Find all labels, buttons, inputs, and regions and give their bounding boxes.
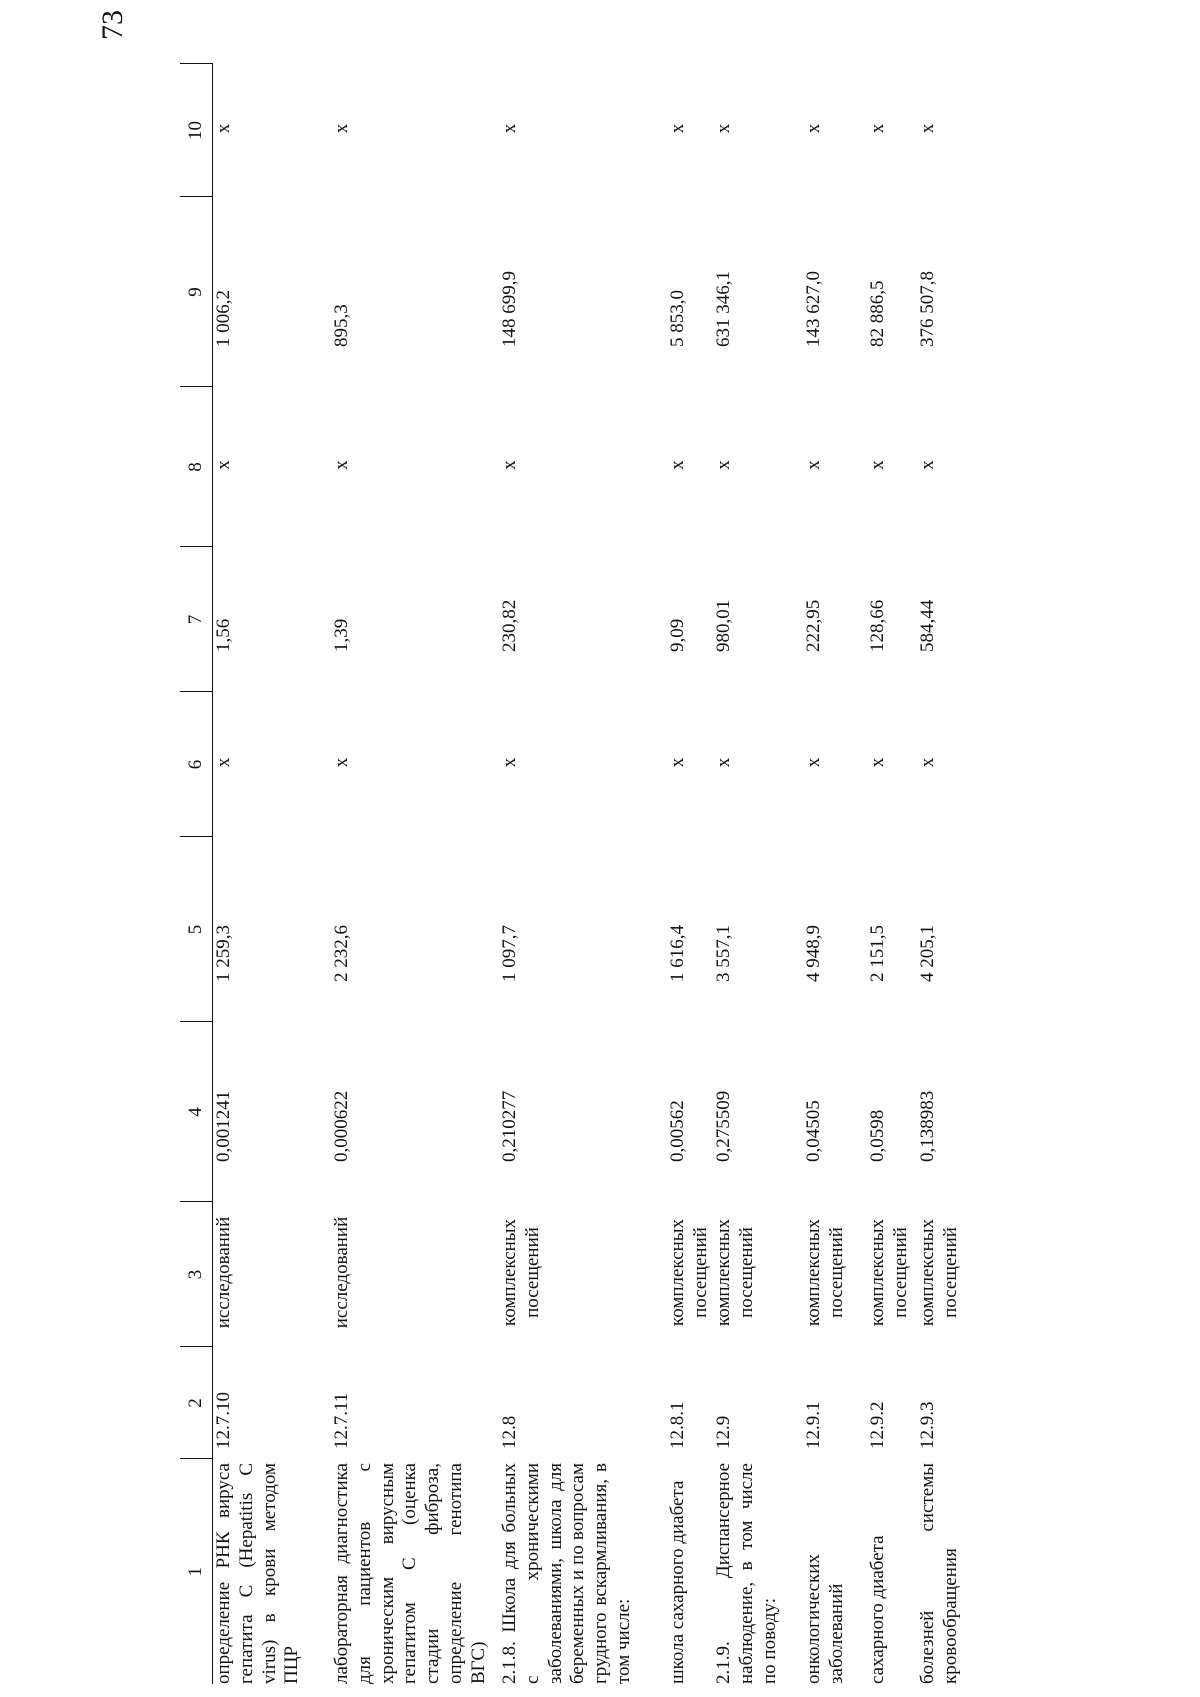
indicator-name: 2.1.9. Диспансерное наблюдение, в том числе по поводу:	[713, 1463, 780, 1684]
column-header: 7	[180, 547, 213, 692]
value-cell: х	[667, 757, 688, 768]
unit-cell: комплексных посещений	[713, 1218, 757, 1327]
value-cell: х	[667, 460, 688, 470]
value-cell: х	[499, 123, 520, 134]
value-cell: 376 507,8	[917, 271, 938, 347]
table-header	[180, 64, 213, 1684]
value-cell: 0,210277	[499, 1090, 520, 1162]
page-number: 73	[96, 10, 129, 40]
value-cell: 980,01	[713, 599, 734, 652]
value-cell: х	[331, 757, 352, 768]
value-cell: 4 948,9	[803, 925, 824, 982]
value-cell: 9,09	[667, 618, 688, 652]
value-cell: х	[713, 460, 734, 470]
value-cell: х	[331, 460, 352, 470]
unit-cell: комплексных посещений	[917, 1218, 961, 1327]
table-row	[867, 64, 917, 1684]
value-cell: 222,95	[803, 599, 824, 652]
value-cell: 895,3	[331, 304, 352, 347]
row-code: 12.9.1	[803, 1401, 824, 1449]
row-code: 12.9	[713, 1415, 734, 1449]
indicator-name: сахарного диабета	[867, 1535, 888, 1684]
row-code: 12.8.1	[667, 1401, 688, 1449]
value-cell: 0,0598	[867, 1109, 888, 1162]
unit-cell: исследований	[331, 1216, 352, 1329]
value-cell: 128,66	[867, 599, 888, 652]
table-row	[667, 64, 713, 1684]
value-cell: 1 616,4	[667, 925, 688, 982]
column-header: 3	[180, 1202, 213, 1347]
value-cell: 230,82	[499, 599, 520, 652]
value-cell: 631 346,1	[713, 271, 734, 347]
table-body	[213, 64, 978, 1684]
table-row	[803, 64, 867, 1684]
indicator-name: лабораторная диагностика для пациентов с хроническим вирусным гепатитом С (оценка стадии фиброза, определение генотипа ВГС)	[331, 1463, 489, 1684]
value-cell: 1 006,2	[213, 290, 234, 347]
indicator-name: онкологических заболеваний	[803, 1554, 847, 1684]
row-code: 12.7.10	[213, 1392, 234, 1449]
value-cell: 2 232,6	[331, 925, 352, 982]
value-cell: х	[803, 460, 824, 470]
indicator-name: определение РНК вируса гепатита С (Hepatitis C virus) в крови методом ПЦР	[213, 1463, 303, 1684]
value-cell: 143 627,0	[803, 271, 824, 347]
value-cell: х	[499, 460, 520, 470]
value-cell: 1,56	[213, 618, 234, 652]
value-cell: х	[917, 757, 938, 768]
indicator-name: школа сахарного диабета	[667, 1480, 688, 1684]
value-cell: х	[713, 123, 734, 134]
value-cell: х	[713, 757, 734, 768]
value-cell: х	[867, 460, 888, 470]
value-cell: х	[213, 460, 234, 470]
unit-cell: комплексных посещений	[803, 1218, 847, 1327]
value-cell: 0,00562	[667, 1100, 688, 1162]
value-cell: х	[867, 123, 888, 134]
value-cell: 584,44	[917, 599, 938, 652]
column-header: 4	[180, 1022, 213, 1202]
value-cell: х	[917, 123, 938, 134]
value-cell: 0,001241	[213, 1090, 234, 1162]
row-code: 12.8	[499, 1415, 520, 1449]
table-row	[713, 64, 803, 1684]
data-table	[180, 64, 977, 1685]
table-row	[917, 64, 977, 1684]
row-code: 12.9.2	[867, 1401, 888, 1449]
table-row	[331, 64, 499, 1684]
value-cell: 1 097,7	[499, 925, 520, 982]
value-cell: х	[331, 123, 352, 134]
unit-cell: комплексных посещений	[667, 1218, 711, 1327]
table-row	[499, 64, 667, 1684]
value-cell: 0,138983	[917, 1090, 938, 1162]
value-cell: 82 886,5	[867, 280, 888, 347]
column-header: 2	[180, 1347, 213, 1459]
column-header: 8	[180, 387, 213, 547]
value-cell: 4 205,1	[917, 925, 938, 982]
rotated-table-area	[180, 84, 1200, 1684]
value-cell: 5 853,0	[667, 290, 688, 347]
row-code: 12.7.11	[331, 1392, 352, 1449]
value-cell: х	[867, 757, 888, 768]
indicator-name: 2.1.8. Школа для больных с хроническими заболеваниями, школа для беременных и по вопросам грудного вскармливания, в том числе:	[499, 1463, 634, 1684]
unit-cell: комплексных посещений	[867, 1218, 911, 1327]
value-cell: х	[803, 757, 824, 768]
unit-cell: исследований	[213, 1216, 234, 1329]
value-cell: х	[667, 123, 688, 134]
value-cell: х	[213, 757, 234, 768]
indicator-name: болезней системы кровообращения	[917, 1463, 961, 1684]
value-cell: х	[213, 123, 234, 134]
value-cell: 0,04505	[803, 1100, 824, 1162]
table-row	[213, 64, 332, 1684]
column-header: 1	[180, 1459, 213, 1684]
unit-cell: комплексных посещений	[499, 1218, 543, 1327]
value-cell: 1,39	[331, 618, 352, 652]
value-cell: 0,275509	[713, 1090, 734, 1162]
column-header: 6	[180, 692, 213, 837]
column-header: 10	[180, 64, 213, 197]
column-header: 5	[180, 837, 213, 1022]
value-cell: 3 557,1	[713, 925, 734, 982]
row-code: 12.9.3	[917, 1401, 938, 1449]
value-cell: 2 151,5	[867, 925, 888, 982]
value-cell: х	[499, 757, 520, 768]
value-cell: х	[917, 460, 938, 470]
value-cell: 0,000622	[331, 1090, 352, 1162]
value-cell: 1 259,3	[213, 925, 234, 982]
value-cell: х	[803, 123, 824, 134]
column-header: 9	[180, 197, 213, 387]
value-cell: 148 699,9	[499, 271, 520, 347]
